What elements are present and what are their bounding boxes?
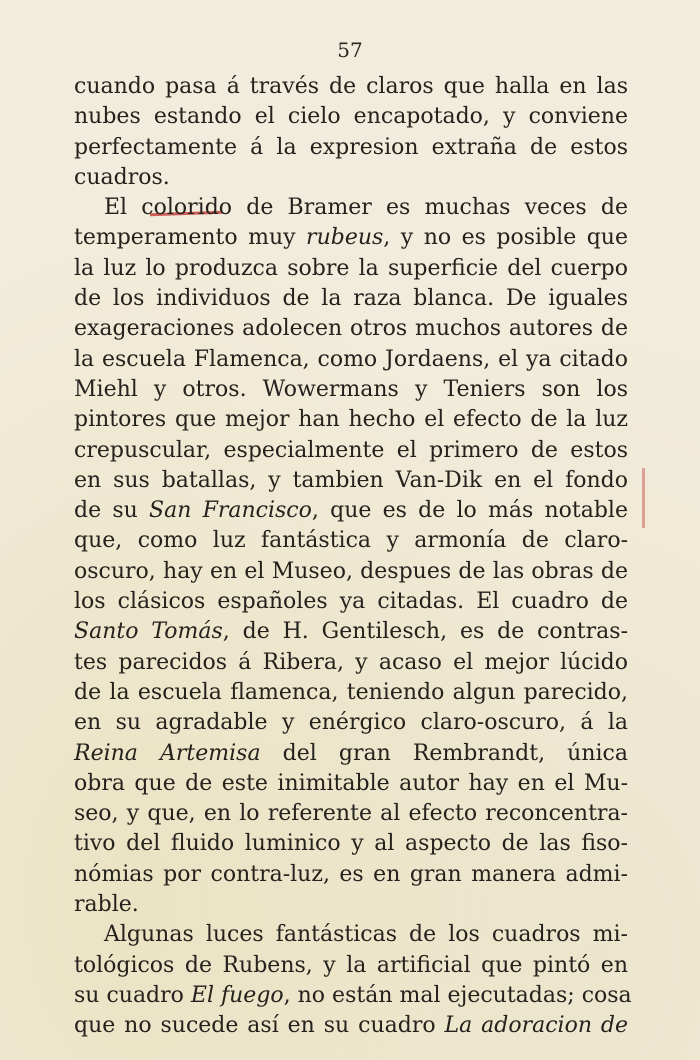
text-line xyxy=(74,163,628,193)
text-line xyxy=(74,496,628,526)
text-line xyxy=(74,133,628,163)
text-run: Miehl y otros. Wowermans y Teniers son los xyxy=(74,376,628,402)
text-line xyxy=(74,102,628,132)
text-run: que no sucede así en su cuadro xyxy=(74,1013,445,1039)
text-line xyxy=(74,799,628,829)
text-run: El colorido de Bramer es muchas veces de xyxy=(104,195,628,221)
text-line xyxy=(74,375,628,405)
text-line xyxy=(74,981,632,1011)
text-run: perfectamente á la expresion extraña de estos xyxy=(74,134,628,160)
text-line xyxy=(74,193,628,223)
italic-title: rubeus xyxy=(306,225,384,251)
text-run: tológicos de Rubens, y la artificial que pintó en xyxy=(74,952,628,978)
italic-title: Santo Tomás xyxy=(74,619,223,645)
text-run: del gran Rembrandt, única xyxy=(260,740,628,766)
body-text xyxy=(74,72,632,1042)
paragraph xyxy=(74,193,628,920)
italic-title: El fuego xyxy=(190,982,284,1008)
text-line xyxy=(74,648,628,678)
text-run: temperamento muy xyxy=(74,225,307,251)
text-run: , y no es posible que xyxy=(383,225,628,251)
italic-title: La adoracion de xyxy=(444,1013,628,1039)
text-run: , no están mal ejecutadas; cosa xyxy=(283,982,632,1008)
text-line xyxy=(74,254,628,284)
text-run: de la escuela flamenca, teniendo algun parecido, xyxy=(74,679,628,705)
italic-title: San Francisco xyxy=(149,498,312,524)
text-run: oscuro, hay en el Museo, despues de las obras de xyxy=(74,558,628,584)
text-line xyxy=(74,557,628,587)
text-line xyxy=(74,769,628,799)
text-run: , que es de lo más notable xyxy=(311,498,628,524)
text-line xyxy=(74,920,628,950)
text-run: obra que de este inimitable autor hay en el Mu- xyxy=(74,770,628,796)
page-number: 57 xyxy=(337,38,363,62)
text-line xyxy=(74,223,628,253)
text-run: la luz lo produzca sobre la superficie del cuerpo xyxy=(74,255,628,281)
text-line xyxy=(74,829,628,859)
text-line xyxy=(74,739,628,769)
text-run: rable. xyxy=(74,892,139,918)
text-line xyxy=(74,405,628,435)
red-margin-mark xyxy=(642,468,645,528)
text-line xyxy=(74,617,628,647)
italic-title: Reina Artemisa xyxy=(74,740,261,766)
text-line xyxy=(74,860,628,890)
text-line xyxy=(74,708,628,738)
text-line xyxy=(74,951,628,981)
paragraph xyxy=(74,72,628,193)
text-line xyxy=(74,678,628,708)
text-run: los clásicos españoles ya citadas. El cuadro de xyxy=(74,589,628,615)
paragraph xyxy=(74,920,632,1041)
text-run: exageraciones adolecen otros muchos autores de xyxy=(74,316,628,342)
text-run: de su xyxy=(74,498,150,524)
text-run: Algunas luces fantásticas de los cuadros mi- xyxy=(104,922,628,948)
text-run: su cuadro xyxy=(74,982,191,1008)
text-run: en su agradable y enérgico claro-oscuro, á la xyxy=(74,710,628,736)
text-run: nubes estando el cielo encapotado, y conviene xyxy=(74,104,628,130)
text-line xyxy=(74,72,628,102)
text-line xyxy=(74,466,628,496)
text-run: crepuscular, especialmente el primero de estos xyxy=(74,437,628,463)
text-run: , de H. Gentilesch, es de contras- xyxy=(222,619,628,645)
text-run: la escuela Flamenca, como Jordaens, el ya citado xyxy=(74,346,628,372)
text-run: que, como luz fantástica y armonía de claro- xyxy=(74,528,628,554)
text-run: cuadros. xyxy=(74,164,170,190)
text-run: tivo del fluido luminico y al aspecto de las fiso- xyxy=(74,831,628,857)
text-line xyxy=(74,284,628,314)
text-run: en sus batallas, y tambien Van-Dik en el fondo xyxy=(74,467,628,493)
text-line xyxy=(74,345,628,375)
text-run: tes parecidos á Ribera, y acaso el mejor lúcido xyxy=(74,649,628,675)
text-line xyxy=(74,1011,628,1041)
text-run: pintores que mejor han hecho el efecto de la luz xyxy=(74,407,628,433)
text-line xyxy=(74,526,628,556)
text-line xyxy=(74,587,628,617)
text-line xyxy=(74,314,628,344)
text-line xyxy=(74,890,628,920)
text-run: nómias por contra-luz, es en gran manera admi- xyxy=(74,861,628,887)
text-run: seo, y que, en lo referente al efecto reconcentra- xyxy=(74,801,628,827)
text-run: cuando pasa á través de claros que halla en las xyxy=(74,74,628,99)
text-run: de los individuos de la raza blanca. De iguales xyxy=(74,286,628,312)
text-line xyxy=(74,436,628,466)
